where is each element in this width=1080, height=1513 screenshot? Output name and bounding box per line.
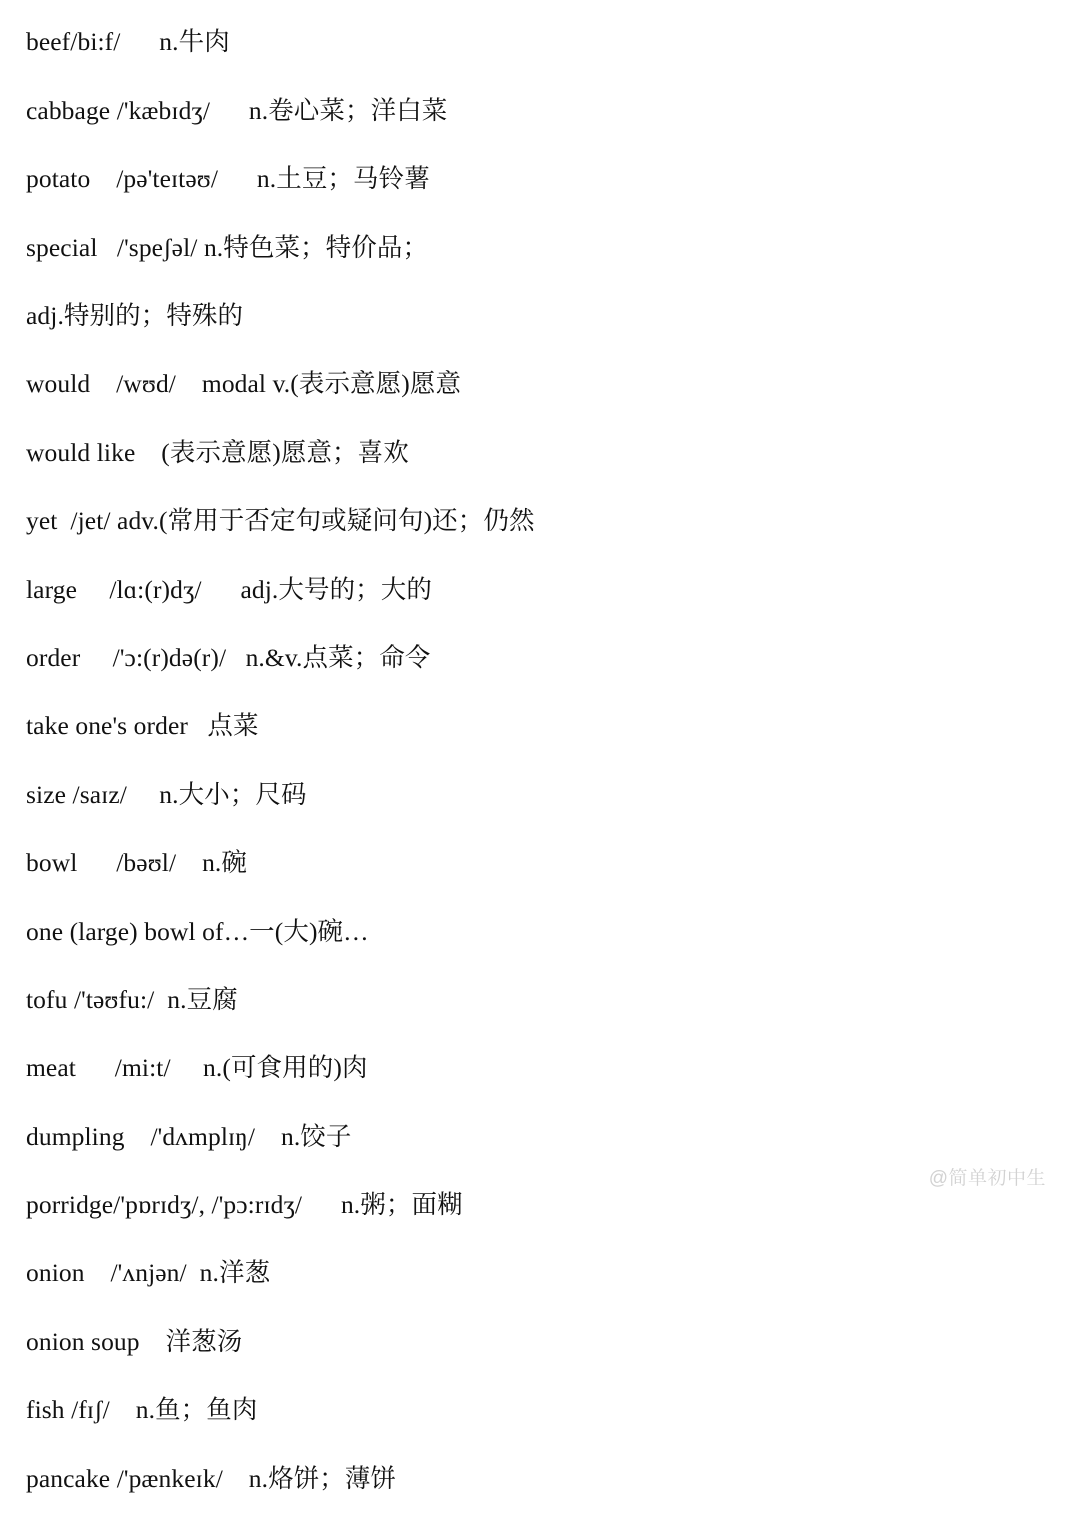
vocabulary-entry: would /wʊd/ modal v.(表示意愿)愿意 [26,369,462,399]
vocabulary-entry: beef/bi:f/ n.牛肉 [26,27,230,57]
vocabulary-entry: fish /fɪʃ/ n.鱼；鱼肉 [26,1395,258,1425]
vocabulary-entry: dumpling /'dʌmplɪŋ/ n.饺子 [26,1121,352,1151]
vocabulary-entry: adj.特别的；特殊的 [26,301,244,330]
vocabulary-entry: porridge/'pɒrɪdʒ/, /'pɔ:rɪdʒ/ n.粥；面糊 [26,1190,463,1220]
vocabulary-entry: pancake /'pænkeɪk/ n.烙饼；薄饼 [26,1463,397,1493]
vocabulary-entry: would like (表示意愿)愿意；喜欢 [26,437,409,467]
vocabulary-entry: size /saɪz/ n.大小；尺码 [26,779,307,809]
vocabulary-entry: onion /'ʌnjən/ n.洋葱 [26,1258,271,1288]
vocabulary-entry: potato /pə'teɪtəʊ/ n.土豆；马铃薯 [26,164,430,194]
vocabulary-entry: onion soup 洋葱汤 [26,1326,243,1356]
vocabulary-entry: cabbage /'kæbɪdʒ/ n.卷心菜；洋白菜 [26,95,448,125]
vocabulary-entry: take one's order 点菜 [26,711,259,741]
vocabulary-entry: large /lɑ:(r)dʒ/ adj.大号的；大的 [26,574,432,604]
vocabulary-entry: bowl /bəʊl/ n.碗 [26,848,247,878]
vocabulary-entry: one (large) bowl of…一(大)碗… [26,916,369,946]
vocabulary-entry: yet /jet/ adv.(常用于否定句或疑问句)还；仍然 [26,506,535,536]
vocabulary-entry: special /'speʃəl/ n.特色菜；特价品； [26,232,429,262]
watermark: @简单初中生 [928,1168,1046,1189]
vocabulary-entry: order /'ɔ:(r)də(r)/ n.&v.点菜；命令 [26,642,431,672]
vocabulary-entry: tofu /'təʊfu:/ n.豆腐 [26,984,238,1014]
vocabulary-entry: meat /mi:t/ n.(可食用的)肉 [26,1053,368,1083]
